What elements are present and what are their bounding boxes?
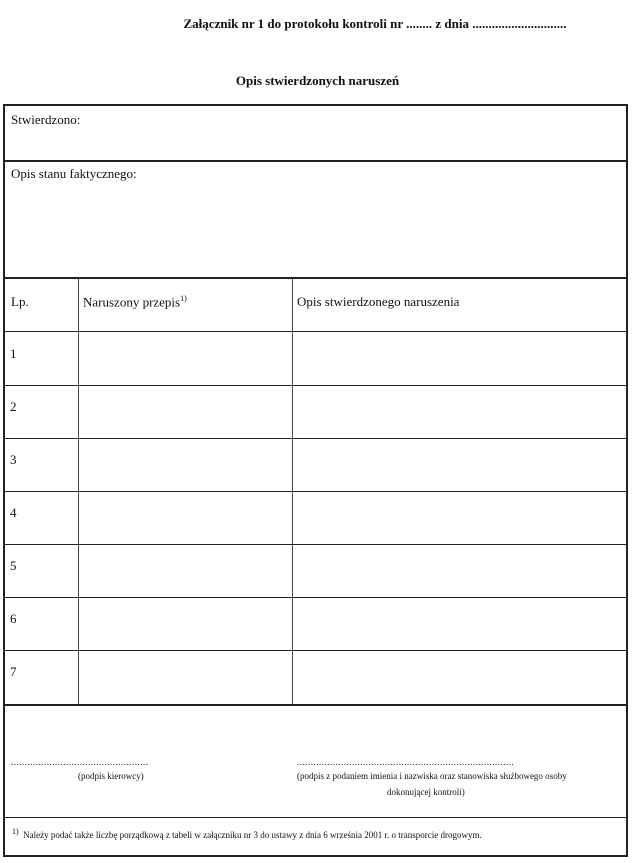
signature-label-inspector-2: dokonującej kontroli) (387, 787, 465, 797)
row-divider (5, 385, 626, 386)
row-number: 4 (10, 505, 17, 520)
divider (5, 704, 626, 706)
row-divider (5, 544, 626, 545)
row-divider (5, 331, 626, 332)
row-divider (5, 491, 626, 492)
row-divider (5, 650, 626, 651)
form-frame (3, 104, 628, 857)
footnote-marker: 1) (12, 827, 19, 836)
opis-stanu-label: Opis stanu faktycznego: (11, 166, 137, 181)
row-number: 5 (10, 558, 17, 573)
header-opis-naruszenia: Opis stwierdzonego naruszenia (297, 294, 460, 309)
footnote-text: Należy podać także liczbę porządkową z tabeli w załączniku nr 3 do ustawy z dnia 6 września 2001 r. o transporcie drogowym. (23, 830, 482, 840)
row-number: 1 (10, 346, 17, 361)
document-title: Załącznik nr 1 do protokołu kontroli nr ........ z dnia ............................. (183, 16, 567, 31)
signature-line-driver: .................................................. (11, 757, 149, 767)
footnote (12, 827, 482, 840)
header-naruszony-przepis (83, 294, 187, 310)
row-divider (5, 438, 626, 439)
row-number: 3 (10, 452, 17, 467)
stwierdzono-label: Stwierdzono: (11, 112, 81, 127)
row-number: 2 (10, 399, 17, 414)
row-divider (5, 597, 626, 598)
signature-label-driver: (podpis kierowcy) (78, 771, 144, 781)
signature-line-inspector: ............................................................................... (297, 757, 515, 767)
divider (5, 817, 626, 818)
row-number: 6 (10, 611, 17, 626)
divider (5, 160, 626, 162)
signature-label-inspector-1: (podpis z podaniem imienia i nazwiska oraz stanowiska służbowego osoby (297, 771, 567, 781)
footnote-marker: 1) (180, 294, 187, 303)
row-number: 7 (10, 664, 17, 679)
document-subtitle: Opis stwierdzonych naruszeń (235, 73, 400, 88)
header-naruszony-przepis-text: Naruszony przepis (83, 294, 181, 310)
divider (5, 277, 626, 279)
header-lp: Lp. (11, 294, 29, 309)
